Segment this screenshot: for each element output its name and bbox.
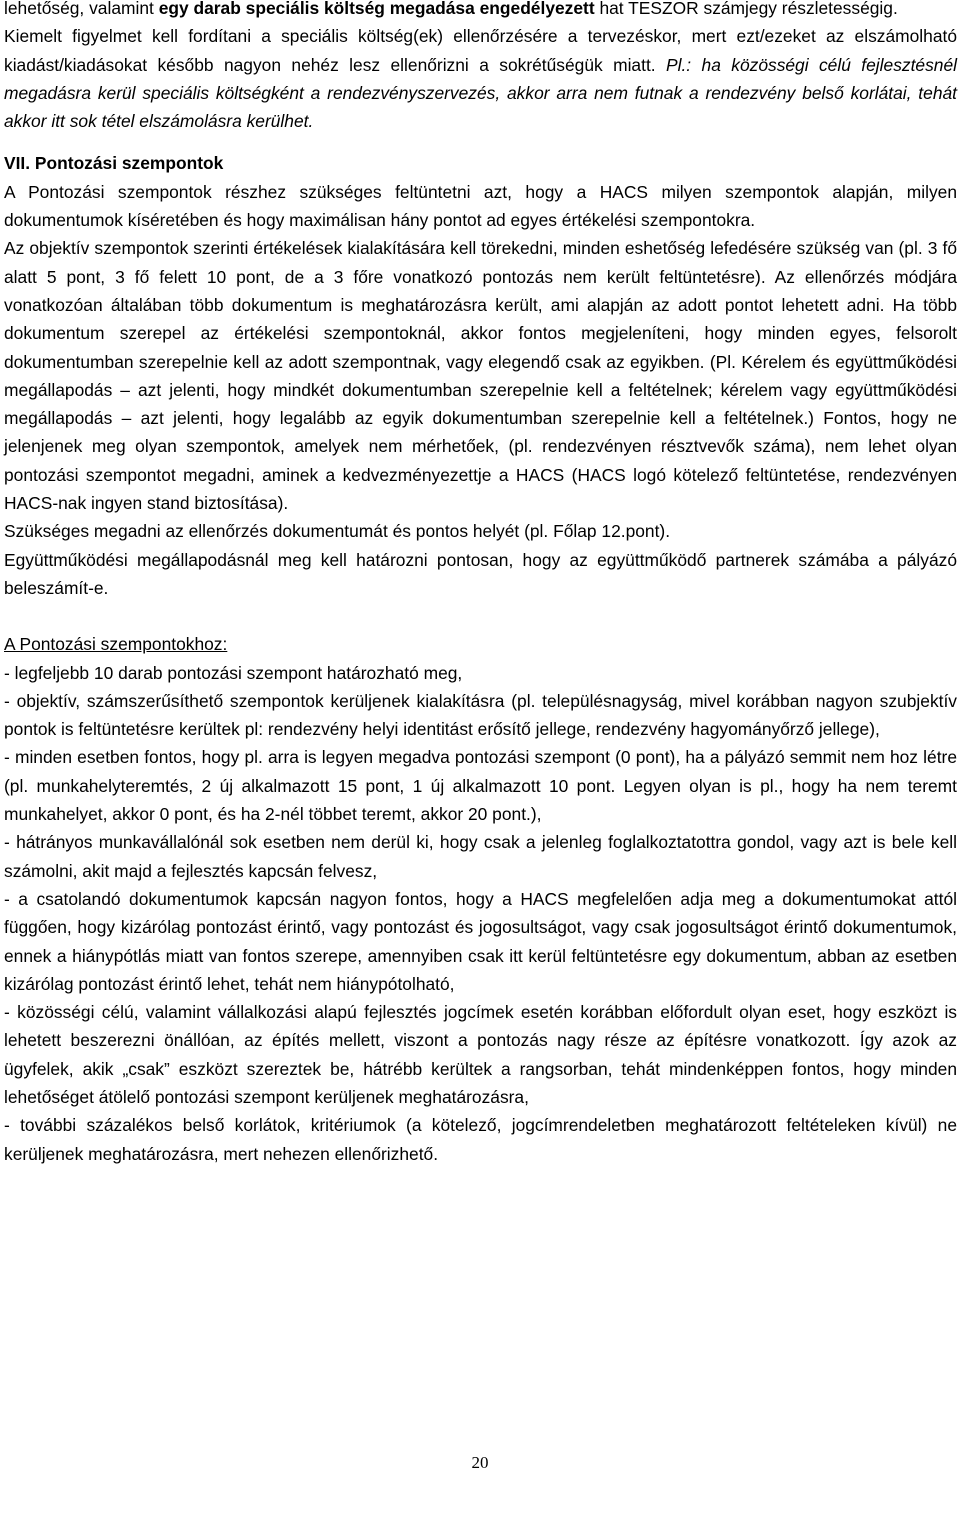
intro-note: Kiemelt figyelmet kell fordítani a speciális költség(ek) ellenőrzésére a tervezéskor, mert ezt/ezeket az elszámolható kiadást/kiadásokat később nagyon nehéz lesz ellenőrizni a sokrétűségük miatt.: [4, 26, 957, 75]
list-item: - a csatolandó dokumentumok kapcsán nagyon fontos, hogy a HACS megfelelően adja meg a dokumentumokat attól függően, hogy kizárólag pontozást érintő, vagy pontozást és jogosultságot, vagy csak jogosultságot érintő dokumentumok, ennek a hiánypótlás miatt van fontos szerepe, amennyiben csak itt kerül feltüntetésre egy dokumentum, abban az esetben kizárólag pontozást érintő lehet, tehát nem hiánypótolható,: [4, 888, 957, 994]
list-item: - legfeljebb 10 darab pontozási szempont határozható meg,: [4, 662, 463, 683]
page-number: 20: [471, 1453, 489, 1472]
section-paragraph-1: A Pontozási szempontok részhez szükséges feltüntetni azt, hogy a HACS milyen szempontok alapján, milyen dokumentumok kíséretében és hogy maximálisan hány pontot ad egyes értékelési szempontokra.: [4, 181, 957, 231]
list-item: - közösségi célú, valamint vállalkozási alapú fejlesztés jogcímek esetén korábban előfordult olyan eset, hogy eszközt is lehetett beszerezni önállóan, az építés mellett, viszont a pontozás nagy része az építésre vonatkozott. Így azok az ügyfelek, akik „csak” eszközt szereztek be, hátrébb kerültek a rangsorban, tehát mindenképpen fontos, hogy minden lehetőséget átölelő pontozási szempont kerüljenek meghatározásra,: [4, 1002, 957, 1107]
intro-paragraph-2: [4, 22, 957, 135]
intro-text-end: hat TESZOR számjegy részletességig.: [594, 0, 898, 18]
list-item: - minden esetben fontos, hogy pl. arra is legyen megadva pontozási szempont (0 pont), ha a pályázó semmit nem hoz létre (pl. munkahelyteremtés, 2 új alkalmazott 15 pont, 1 új alkalmazott 10 pont. Legyen olyan is pl., hogy ha nem teremt munkahelyet, akkor 0 pont, és ha 2-nél többet teremt, akkor 20 pont.),: [4, 747, 957, 825]
intro-paragraph-1: [4, 0, 957, 22]
notes-list: [4, 659, 957, 1168]
list-item: - objektív, számszerűsíthető szempontok kerüljenek kialakításra (pl. településnagyság, mivel korábban nagyon szubjektív pontok is feltüntetésre kerültek pl: rendezvény helyi identitást erősítő jellege, rendezvény hagyományőrző jellege),: [4, 690, 957, 740]
section-paragraph-2: Az objektív szempontok szerinti értékelések kialakítására kell törekedni, minden eshetőség lefedésére szükség van (pl. 3 fő alatt 5 pont, 3 fő felett 10 pont, de a 3 főre vonatkozó pontozás nem került feltüntetésre). Az ellenőrzés módjára vonatkozóan általában több dokumentum is meghatározásra került, ami alapján az adott pontot lehetett adni. Ha több dokumentum szerepel az értékelési szempontoknál, akkor fontos megjeleníteni, hogy minden egyes, felsorolt dokumentumban szerepelnie kell az adott szempontnak, vagy elegendő csak az egyikben. (Pl. Kérelem és együttműködési megállapodás – azt jelenti, hogy mindkét dokumentumban szerepelnie kell a feltételnek; kérelem vagy együttműködési megállapodás – azt jelenti, hogy legalább az egyik dokumentumban szerepelnie kell a feltételnek.) Fontos, hogy ne jelenjenek meg olyan szempontok, amelyek nem mérhetőek, (pl. rendezvényen résztvevők száma), nem lehet olyan pontozási szempontot megadni, aminek a kedvezményezettje a HACS (HACS logó kötelező feltüntetése, rendezvényen HACS-nak ingyen stand biztosítása).: [4, 238, 957, 514]
notes-title: A Pontozási szempontokhoz:: [4, 634, 228, 655]
intro-bold-text: egy darab speciális költség megadása engedélyezett: [158, 0, 595, 18]
section-paragraph-4: Együttműködési megállapodásnál meg kell határozni pontosan, hogy az együttműködő partnerek számába a pályázó beleszámít-e.: [4, 549, 957, 598]
intro-text: lehetőség, valamint: [4, 0, 159, 18]
section-heading: VII. Pontozási szempontok: [4, 153, 224, 174]
intro-example-italic: Pl.: ha közösségi célú fejlesztésnél megadásra kerül speciális költségként a rendezvényszervezés, akkor arra nem futnak a rendezvény belső korlátai, tehát akkor itt sok tétel elszámolásra kerülhet.: [4, 54, 957, 132]
section-paragraph-3: Szükséges megadni az ellenőrzés dokumentumát és pontos helyét (pl. Főlap 12.pont).: [4, 521, 671, 542]
list-item: - további százalékos belső korlátok, kritériumok (a kötelező, jogcímrendeletben meghatározott feltételeken kívül) ne kerüljenek meghatározásra, mert nehezen ellenőrizhető.: [4, 1115, 957, 1164]
list-item: - hátrányos munkavállalónál sok esetben nem derül ki, hogy csak a jelenleg foglalkoztatottra gondol, vagy azt is bele kell számolni, akit majd a fejlesztés kapcsán felvesz,: [4, 832, 957, 881]
